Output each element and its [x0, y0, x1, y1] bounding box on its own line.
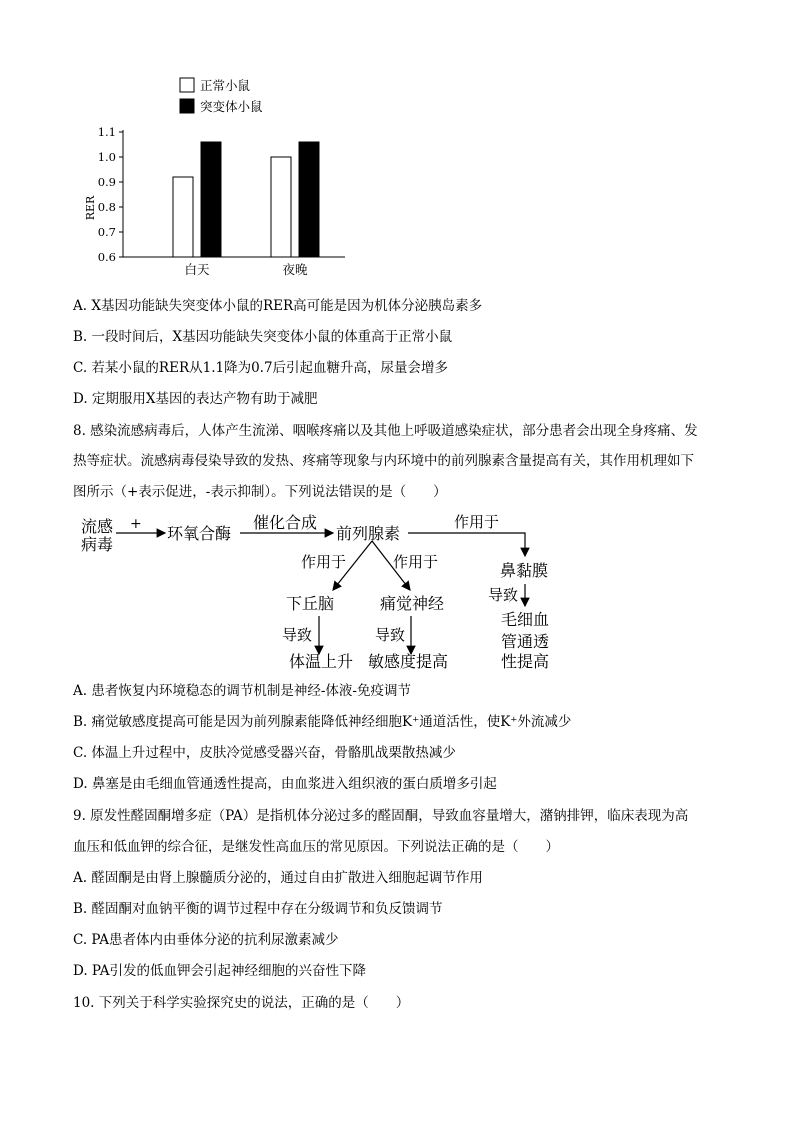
q7-option-b: B. 一段时间后，X基因功能缺失突变体小鼠的体重高于正常小鼠 — [73, 329, 453, 345]
mucosa-label: 鼻黏膜 — [500, 561, 549, 580]
q7-option-a: A. X基因功能缺失突变体小鼠的RER高可能是因为机体分泌胰岛素多 — [73, 298, 483, 314]
lead-right-label: 导致 — [488, 586, 519, 604]
pg-label: 前列腺素 — [336, 524, 401, 543]
y-tick-label: 1.0 — [97, 150, 116, 164]
legend-label-mutant: 突变体小鼠 — [200, 99, 263, 114]
q7-option-d: D. 定期服用X基因的表达产物有助于减肥 — [73, 391, 318, 407]
plus-sign: + — [130, 516, 142, 532]
pain-nerve-label: 痛觉神经 — [380, 594, 445, 613]
y-tick-label: 0.9 — [97, 175, 116, 189]
cap-label-2: 管通透 — [501, 632, 550, 651]
q7-option-c: C. 若某小鼠的RER从1.1降为0.7后引起血糖升高，尿量会增多 — [73, 360, 449, 376]
q9-stem-line-2: 血压和低血钾的综合征，是继发性高血压的常见原因。下列说法正确的是（ ） — [73, 839, 559, 855]
legend-swatch-normal — [180, 78, 194, 92]
cox-label: 环氧合酶 — [167, 524, 232, 543]
y-tick-label: 0.7 — [97, 225, 116, 239]
y-tick-label: 0.6 — [97, 250, 116, 264]
act-mid-label: 作用于 — [393, 553, 439, 571]
legend-label-normal: 正常小鼠 — [200, 78, 251, 93]
x-tick-label: 夜晚 — [282, 262, 308, 277]
q9-option-d: D. PA引发的低血钾会引起神经细胞的兴奋性下降 — [73, 963, 367, 979]
sens-rise-label: 敏感度提高 — [368, 652, 449, 671]
y-tick-label: 1.1 — [97, 125, 116, 139]
bar-normal-night — [271, 157, 291, 257]
prostaglandin-mechanism-diagram — [70, 508, 570, 676]
cap-label-1: 毛细血 — [501, 610, 550, 629]
lead-mid-label: 导致 — [375, 626, 406, 644]
q10-stem: 10. 下列关于科学实验探究史的说法，正确的是（ ） — [73, 995, 410, 1011]
q8-option-a: A. 患者恢复内环境稳态的调节机制是神经-体液-免疫调节 — [73, 683, 411, 699]
legend-swatch-mutant — [180, 99, 194, 113]
q8-option-c: C. 体温上升过程中，皮肤冷觉感受器兴奋，骨骼肌战栗散热减少 — [73, 745, 456, 761]
lead-left-label: 导致 — [282, 626, 313, 644]
q9-stem-line-1: 9. 原发性醛固酮增多症（PA）是指机体分泌过多的醛固酮，导致血容量增大，潴钠排钾，临床表现为高 — [73, 808, 689, 824]
virus-label-1: 流感 — [81, 517, 114, 536]
cap-label-3: 性提高 — [501, 652, 550, 671]
q8-stem-line-3: 图所示（+表示促进，-表示抑制）。下列说法错误的是（ ） — [73, 484, 447, 500]
virus-label-2: 病毒 — [81, 535, 114, 554]
y-axis-label: RER — [84, 195, 97, 221]
q8-option-d: D. 鼻塞是由毛细血管通透性提高，由血浆进入组织液的蛋白质增多引起 — [73, 776, 497, 792]
catalyze-label: 催化合成 — [253, 513, 318, 532]
q8-stem-line-2: 热等症状。流感病毒侵染导致的发热、疼痛等现象与内环境中的前列腺素含量提高有关，其作用机理如下 — [73, 453, 694, 469]
temp-rise-label: 体温上升 — [289, 652, 354, 671]
bar-normal-day — [173, 177, 193, 257]
q8-stem-line-1: 8. 感染流感病毒后，人体产生流涕、咽喉疼痛以及其他上呼吸道感染症状，部分患者会出现全身疼痛、发 — [73, 423, 698, 439]
x-tick-label: 白天 — [184, 262, 210, 277]
q9-option-b: B. 醛固酮对血钠平衡的调节过程中存在分级调节和负反馈调节 — [73, 901, 443, 917]
act-left-label: 作用于 — [301, 553, 347, 571]
rer-bar-chart — [60, 70, 360, 285]
q9-option-c: C. PA患者体内由垂体分泌的抗利尿激素减少 — [73, 932, 339, 948]
q8-option-b: B. 痛觉敏感度提高可能是因为前列腺素能降低神经细胞K⁺通道活性，使K⁺外流减少 — [73, 714, 572, 730]
bar-mutant-night — [299, 142, 319, 257]
chart-legend — [180, 78, 263, 114]
q9-option-a: A. 醛固酮是由肾上腺髓质分泌的，通过自由扩散进入细胞起调节作用 — [73, 870, 483, 886]
hypothalamus-label: 下丘脑 — [286, 594, 335, 613]
bar-mutant-day — [201, 142, 221, 257]
y-tick-label: 0.8 — [97, 200, 116, 214]
act-top-label: 作用于 — [454, 513, 500, 531]
